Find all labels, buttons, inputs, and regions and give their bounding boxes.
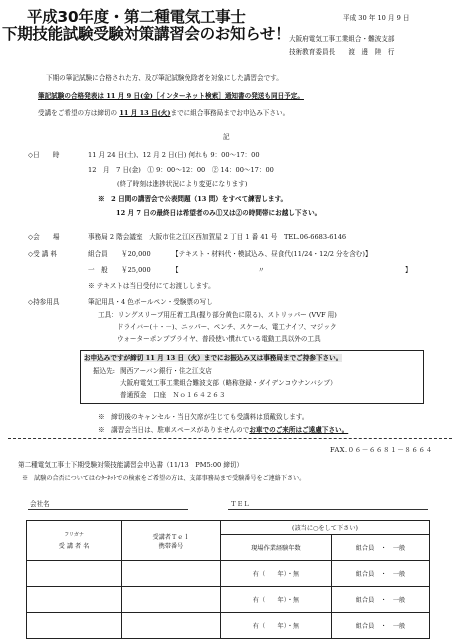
parking-note-emph: お車でのご来所はご遠慮下さい。 [249, 426, 349, 434]
table-row [27, 587, 430, 613]
intro-line-3 [38, 109, 289, 117]
name-input[interactable] [27, 561, 122, 587]
form-note: ※ 試験の合否についてはｲﾝﾀｰﾈｯﾄでの検索をご希望の方は、支部事務局まで受験番号をご連絡下さい。 [22, 475, 306, 482]
venue-text: 事務局 2 階会議室 大阪市住之江区西加賀屋 2 丁目 1 番 41 号 TEL.06-6683-6146 [88, 233, 347, 241]
fax-number: FAX.０６－６６８１－８６６４ [330, 446, 433, 454]
col-member: 組合員 ・ 一般 [332, 535, 430, 561]
venue-label: ◇会 場 [28, 233, 60, 241]
name-input[interactable] [27, 613, 122, 639]
committee-chair: 技術教育委員長 渡 邊 陸 行 [289, 48, 395, 56]
fee-general-price: ￥25,000 [121, 266, 151, 274]
company-underline[interactable] [28, 509, 188, 510]
fee-member-price: ￥20,000 [121, 250, 151, 258]
items-label: ◇持参用具 [28, 298, 60, 306]
tel-underline[interactable] [228, 509, 428, 510]
tel-label: ＴＥＬ [230, 500, 250, 508]
header-phone-cell [122, 521, 221, 561]
cancel-note: ※ 締切後のキャンセル・当日欠席が生じても受講料は頂戴致します。 [98, 413, 309, 421]
fee-general-label: 一 般 [88, 266, 108, 274]
header-name-cell [27, 521, 122, 561]
schedule-line-3: (終了時刻は進捗状況により変更になります) [117, 180, 248, 188]
col-phone-line1: 受講者Ｔｅｌ [152, 533, 190, 541]
schedule-note-1: ※ 2 日間の講習会で公表問題（13 問）をすべて練習します。 [98, 195, 288, 203]
payment-account-name: 大阪府電気工事工業組合難波支部（略称登録・ダイデンコウナンバシブ） [120, 379, 337, 387]
table-row [27, 613, 430, 639]
payment-bank: 関西アーバン銀行・住之江支店 [120, 367, 212, 375]
intro-line-3-post: までに組合事務局までお申込み下さい。 [170, 109, 290, 117]
table-row [27, 561, 430, 587]
payment-account-type: 普通預金 口座 Ｎｏ１６４２６３ [120, 391, 226, 399]
experience-choice[interactable]: 有（ 年）・無 [221, 587, 332, 613]
items-line-2: 工具：リングスリーブ用圧着工具(握り部分黄色に限る)、ストリッパー (VVF 用) [98, 311, 337, 319]
experience-choice[interactable]: 有（ 年）・無 [221, 613, 332, 639]
cut-line [8, 438, 452, 439]
title-line-1: 平成30年度・第二種電気工事士 [27, 8, 246, 26]
items-line-3: ドライバー(＋・－)、ニッパー、ペンチ、スケール、電工ナイフ、マジック [117, 323, 337, 331]
phone-input[interactable] [122, 587, 221, 613]
intro-line-3-pre: 受講をご希望の方は締切の [38, 109, 120, 117]
schedule-label: ◇日 時 [28, 151, 60, 159]
intro-line-2: 筆記試験の合格発表は 11 月 9 日(金)［インターネット検索］通知書の発送も同日予定。 [38, 92, 304, 100]
intro-line-1: 下期の筆記試験に合格された方、及び筆記試験免除者を対象にした講習会です。 [46, 74, 283, 82]
parking-note [98, 426, 348, 434]
company-label: 会社名 [30, 500, 50, 508]
member-choice[interactable]: 組合員 ・ 一般 [332, 561, 430, 587]
col-furigana: フリガナ [64, 532, 84, 538]
member-choice[interactable]: 組合員 ・ 一般 [332, 587, 430, 613]
schedule-line-1: 11 月 24 日(土)、12 月 2 日(日) 何れも 9：00～17：00 [88, 151, 260, 159]
issue-date: 平成 30 年 10 月 9 日 [343, 14, 410, 22]
col-name: 受 講 者 名 [58, 543, 90, 550]
col-circle-instruction: (該当に○をして下さい) [221, 521, 430, 535]
title-line-2: 下期技能試験受験対策講習会のお知らせ！ [2, 25, 291, 43]
member-choice[interactable]: 組合員 ・ 一般 [332, 613, 430, 639]
phone-input[interactable] [122, 561, 221, 587]
col-experience: 現場作業経験年数 [221, 535, 332, 561]
payment-bank-label: 振込先: [93, 367, 116, 375]
items-line-1: 筆記用具・4 色ボールペン・受験票の写し [88, 298, 213, 306]
items-line-4: ウォーターポンププライヤ、普段使い慣れている電動工具以外の工具 [117, 335, 321, 343]
fee-member-note: 【テキスト・材料代・模試込み、昼食代(11/24・12/2 分を含む)】 [172, 250, 372, 258]
parking-note-pre: ※ 講習会当日は、駐車スペースがありませんので [98, 426, 250, 434]
fee-general-mark: 〃 [258, 266, 265, 274]
form-title: 第二種電気工事士下期受験対策技能講習会申込書（11/13 PM5:00 締切） [18, 461, 244, 469]
ki-heading: 記 [223, 133, 230, 141]
col-phone-line2: 携帯番号 [158, 542, 184, 550]
schedule-line-2: 12 月 7 日(金) ① 9：00～12：00 ② 14：00～17：00 [88, 166, 274, 174]
fee-label: ◇受 講 料 [28, 250, 58, 258]
fee-member-label: 組合員 [88, 250, 108, 258]
application-table [26, 520, 430, 639]
fee-note: ※ テキストは当日受付にてお渡しします。 [88, 282, 215, 290]
payment-headline: お申込みですが締切 11 月 13 日（火）までにお振込み又は事務局までご持参下さい。 [84, 354, 343, 362]
schedule-note-2: 12 月 7 日の最終日は希望者のみ①又は②の時間帯にお越し下さい。 [116, 209, 322, 217]
name-input[interactable] [27, 587, 122, 613]
experience-choice[interactable]: 有（ 年）・無 [221, 561, 332, 587]
fee-general-close: 】 [405, 266, 412, 274]
intro-deadline: 11 月 13 日(火) [119, 109, 171, 117]
fee-general-open: 【 [172, 266, 179, 274]
organization-name: 大阪府電気工事工業組合・難波支部 [289, 35, 395, 43]
phone-input[interactable] [122, 613, 221, 639]
